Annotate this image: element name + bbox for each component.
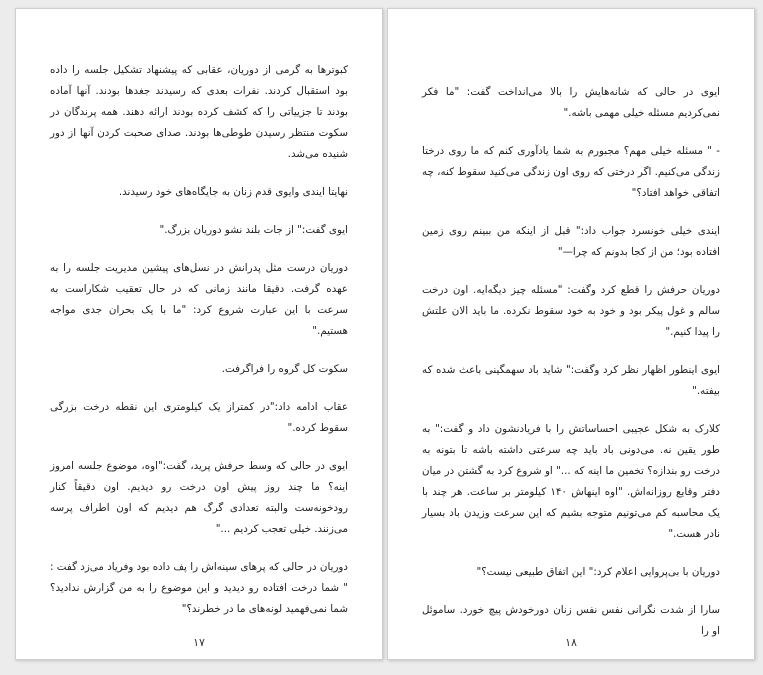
- left-page: [15, 8, 383, 660]
- page-number: ۱۸: [565, 636, 577, 649]
- paragraph: دوریان با بی‌پروایی اعلام کرد:" این اتفاق طبیعی نیست؟": [476, 566, 720, 578]
- paragraph: عقاب ادامه داد:"در کمتراز یک کیلومتری این نقطه درخت بزرگی سقوط کرده.": [50, 401, 348, 434]
- paragraph: دوریان حرفش را قطع کرد وگفت: "مسئله چیز دیگه‌ایه. اون درخت سالم و غول پیکر بود و خود به خود سقوط نکرده. ما باید الان علتش را پیدا کنیم.": [422, 284, 720, 338]
- paragraph: سکوت کل گروه را فراگرفت.: [221, 363, 348, 375]
- paragraph: ایوی اینطور اظهار نظر کرد وگفت:" شاید باد سهمگینی باعث شده که بیفته.": [422, 364, 720, 397]
- paragraph: کبوترها به گرمی از دوریان، عقابی که پیشنهاد تشکیل جلسه را داده بود استقبال کردند. نفرات بعدی که رسیدند جغدها بودند. آنها آماده بودند تا جزییاتی را که کشف کرده بودند ارائه دهند. همه پرندگان در سکوت منتظر رسیدن طوطی‌ها بودند. صدای صحبت کردن آنها از دور شنیده می‌شد.: [50, 64, 348, 160]
- paragraph: سارا از شدت نگرانی نفس نفس زنان دورخودش پیچ خورد. ساموئل او را: [422, 604, 720, 637]
- paragraph: - " مسئله خیلی مهم؟ مجبورم به شما یادآوری کنم که ما روی درختا زندگی می‌کنیم. اگر درختی که روی اون زندگی می‌کنید سقوط کنه، چه اتفاقی خواهد افتاد؟": [422, 145, 720, 199]
- paragraph: دوریان در حالی که پرهای سینه‌اش را پف داده بود وفریاد می‌زد گفت : " شما درخت افتاده رو دیدید و این موضوع را به من گزارش ندادید؟ شما نمی‌فهمید لونه‌های ما در خطرند؟": [50, 561, 348, 615]
- paragraph: دوریان درست مثل پدرانش در نسل‌های پیشین مدیریت جلسه را به عهده گرفت. دقیقا مانند زمانی که در حال تعقیب شکاراست به سرعت با این عبارت شروع کرد: "ما با یک بحران جدی مواجه هستیم.": [50, 262, 348, 337]
- right-page: [387, 8, 755, 660]
- paragraph: ایوی در حالی که وسط حرفش پرید، گفت:"اوه، موضوع جلسه امروز اینه؟ ما چند روز پیش اون درخت رو دیدیم. اون دقیقاً کنار رودخونه‌ست والبته تعدادی گرگ هم دیدیم که اون اطراف پرسه می‌زنند. خیلی تعجب کردیم ...": [50, 460, 348, 535]
- paragraph: ایندی خیلی خونسرد جواب داد:" قبل از اینکه من ببینم روی زمین افتاده بود؛ من از کجا بدونم که چرا—": [422, 225, 720, 258]
- page-number: ۱۷: [193, 636, 205, 649]
- right-page-text: [422, 82, 720, 659]
- left-page-text: [50, 60, 348, 637]
- paragraph: نهایتا ایندی وایوی قدم زنان به جایگاه‌های خود رسیدند.: [118, 186, 348, 198]
- paragraph: ایوی گفت:" از جات بلند نشو دوریان بزرگ.": [159, 224, 348, 236]
- paragraph: ایوی در حالی که شانه‌هایش را بالا می‌انداخت گفت: "ما فکر نمی‌کردیم مسئله خیلی مهمی باشه.": [422, 86, 720, 119]
- paragraph: کلارک به شکل عجیبی احساساتش را با فریادنشون داد و گفت:" به طور یقین نه. می‌دونی باد باید چه سرعتی داشته باشه تا بتونه به درخت رو بندازه؟ تخمین ما اینه که ..." او شروع کرد به گشتن در میان دفتر وقایع روزانه‌اش. "اوه اینهاش ۱۴۰ کیلومتر بر ساعت. هر چند با یک محاسبه کم می‌تونیم متوجه بشیم که این سرعت وزیدن باد بسیار نادر هست.": [422, 423, 720, 540]
